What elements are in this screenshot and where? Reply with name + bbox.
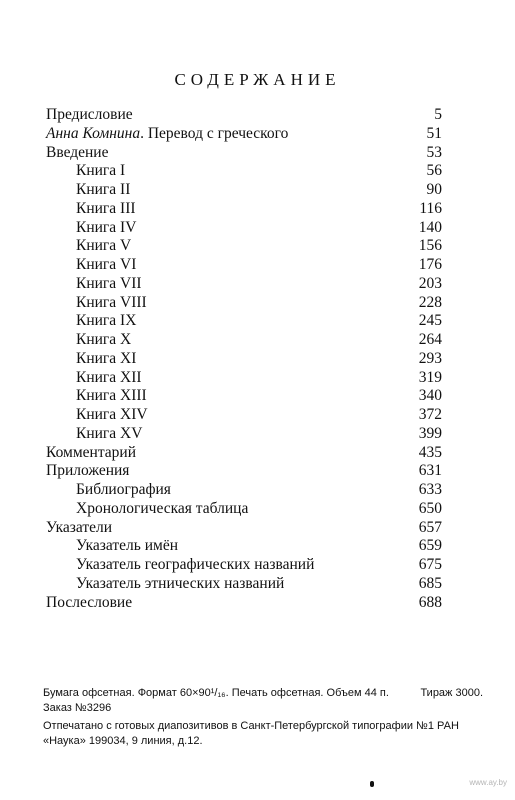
toc-entry-page: 399 <box>418 424 442 442</box>
toc-entry <box>46 144 442 163</box>
toc-entry <box>46 425 442 444</box>
toc-entry-label <box>46 144 108 163</box>
ink-dot <box>370 781 374 787</box>
toc-entry <box>46 294 442 313</box>
toc-entry-title: Книга XIV <box>76 406 148 423</box>
toc-entry-label <box>46 481 171 500</box>
toc-entry-title: Книга VIII <box>76 293 147 311</box>
toc-entry <box>46 369 442 388</box>
toc-entry-title: Приложения <box>46 462 130 480</box>
toc-entry-title: Книга IX <box>76 312 137 330</box>
toc-entry-title: . Перевод с греческого <box>140 124 289 142</box>
toc-entry-label <box>46 200 136 219</box>
toc-entry-label <box>46 294 147 313</box>
toc-entry-title: Книга VI <box>76 256 137 273</box>
toc-entry-label <box>46 500 248 519</box>
toc-entry-label <box>46 462 129 481</box>
table-of-contents <box>46 106 442 612</box>
toc-entry-page: 51 <box>426 124 442 142</box>
toc-entry-title: Книга III <box>76 199 136 217</box>
toc-entry <box>46 537 442 556</box>
toc-entry <box>46 106 442 125</box>
toc-entry-label <box>46 162 125 181</box>
toc-entry-page: 631 <box>418 462 442 480</box>
toc-entry-page: 435 <box>418 443 442 461</box>
toc-entry-label <box>46 181 130 200</box>
toc-entry <box>46 331 442 350</box>
toc-entry <box>46 350 442 369</box>
toc-entry <box>46 200 442 219</box>
toc-entry-page: 633 <box>418 481 442 498</box>
toc-entry <box>46 162 442 181</box>
toc-entry-title: Библиография <box>76 481 171 498</box>
toc-entry <box>46 406 442 425</box>
toc-entry-label <box>46 556 314 575</box>
imprint-printer: Отпечатано с готовых диапозитивов в Санкт-Петербургской типографии №1 РАН <box>43 720 459 732</box>
toc-entry-label <box>46 537 178 556</box>
toc-entry-title: Послесловие <box>46 593 133 611</box>
toc-entry-page: 5 <box>434 106 442 123</box>
toc-entry-page: 659 <box>418 537 442 555</box>
imprint-paper-format: Бумага офсетная. Формат 60×90¹/₁₆. Печать офсетная. Объем 44 п. <box>43 687 389 699</box>
toc-entry-title: Указатель этнических названий <box>76 574 285 592</box>
toc-entry-title: Книга XIII <box>76 387 147 405</box>
toc-entry-label <box>46 312 136 331</box>
toc-entry <box>46 481 442 500</box>
watermark: www.ay.by <box>469 778 507 787</box>
toc-entry-title: Книга XII <box>76 368 142 386</box>
imprint-printing <box>43 719 483 749</box>
toc-entry-label <box>46 256 136 275</box>
toc-entry <box>46 125 442 144</box>
toc-entry-label <box>46 106 133 125</box>
toc-entry-label <box>46 387 147 406</box>
toc-entry-page: 116 <box>419 199 442 217</box>
toc-entry <box>46 256 442 275</box>
toc-entry <box>46 594 442 613</box>
toc-entry <box>46 181 442 200</box>
toc-entry <box>46 275 442 294</box>
toc-entry-title: Введение <box>46 143 109 161</box>
toc-entry <box>46 312 442 331</box>
toc-entry-page: 140 <box>418 218 442 236</box>
toc-entry-label <box>46 594 132 613</box>
toc-entry-title: Комментарий <box>46 443 136 461</box>
toc-entry-page: 319 <box>418 368 442 386</box>
toc-entry-label <box>46 275 142 294</box>
toc-entry-page: 657 <box>418 518 442 536</box>
toc-entry-page: 156 <box>418 237 442 255</box>
toc-entry-page: 650 <box>418 499 442 517</box>
toc-entry-page: 203 <box>418 274 442 292</box>
toc-entry-label <box>46 519 112 538</box>
toc-entry-title: Хронологическая таблица <box>76 499 249 517</box>
toc-entry-title: Указатель географических названий <box>76 556 315 573</box>
imprint-address: «Наука» 199034, 9 линия, д.12. <box>43 735 203 747</box>
toc-entry-page: 90 <box>426 181 442 198</box>
toc-entry-page: 56 <box>426 162 442 180</box>
toc-entry-label <box>46 444 136 463</box>
page-title: СОДЕРЖАНИЕ <box>174 70 341 89</box>
toc-entry <box>46 556 442 575</box>
toc-entry <box>46 444 442 463</box>
toc-entry-title: Указатели <box>46 518 113 536</box>
toc-entry <box>46 575 442 594</box>
toc-entry-title: Книга II <box>76 181 131 198</box>
imprint-order: Заказ №3296 <box>43 702 112 714</box>
toc-entry-page: 293 <box>418 349 442 367</box>
toc-entry-title: Книга VII <box>76 274 142 292</box>
toc-entry <box>46 462 442 481</box>
toc-entry-title: Книга XV <box>76 424 143 442</box>
toc-entry <box>46 519 442 538</box>
toc-entry-label <box>46 219 136 238</box>
toc-entry-label <box>46 575 284 594</box>
toc-entry <box>46 219 442 238</box>
toc-entry-label <box>46 369 142 388</box>
toc-entry-page: 688 <box>418 593 442 611</box>
toc-entry-label <box>46 425 142 444</box>
toc-entry-title: Книга X <box>76 331 132 348</box>
toc-entry-label <box>46 406 148 425</box>
toc-entry-page: 372 <box>418 406 442 423</box>
toc-entry-page: 685 <box>418 574 442 592</box>
toc-entry-page: 228 <box>418 293 442 311</box>
toc-entry <box>46 387 442 406</box>
imprint-circulation: Тираж 3000. <box>420 687 483 699</box>
toc-entry-page: 176 <box>418 256 442 273</box>
toc-entry-title: Книга IV <box>76 218 137 236</box>
toc-entry-label <box>46 125 288 144</box>
toc-entry-title: Указатель имён <box>76 537 178 555</box>
toc-entry-page: 340 <box>418 387 442 405</box>
toc-entry-page: 53 <box>426 143 442 161</box>
toc-entry-author: Анна Комнина <box>46 124 141 142</box>
toc-entry-label <box>46 237 131 256</box>
toc-entry-label <box>46 350 136 369</box>
toc-entry-page: 675 <box>418 556 442 573</box>
toc-entry-page: 264 <box>418 331 442 348</box>
toc-entry-title: Книга XI <box>76 349 137 367</box>
toc-entry-title: Книга V <box>76 237 132 255</box>
toc-entry <box>46 500 442 519</box>
toc-entry <box>46 237 442 256</box>
toc-entry-page: 245 <box>418 312 442 330</box>
toc-entry-title: Книга I <box>76 162 126 180</box>
toc-entry-label <box>46 331 131 350</box>
toc-entry-title: Предисловие <box>46 106 133 123</box>
imprint-block <box>43 686 483 716</box>
